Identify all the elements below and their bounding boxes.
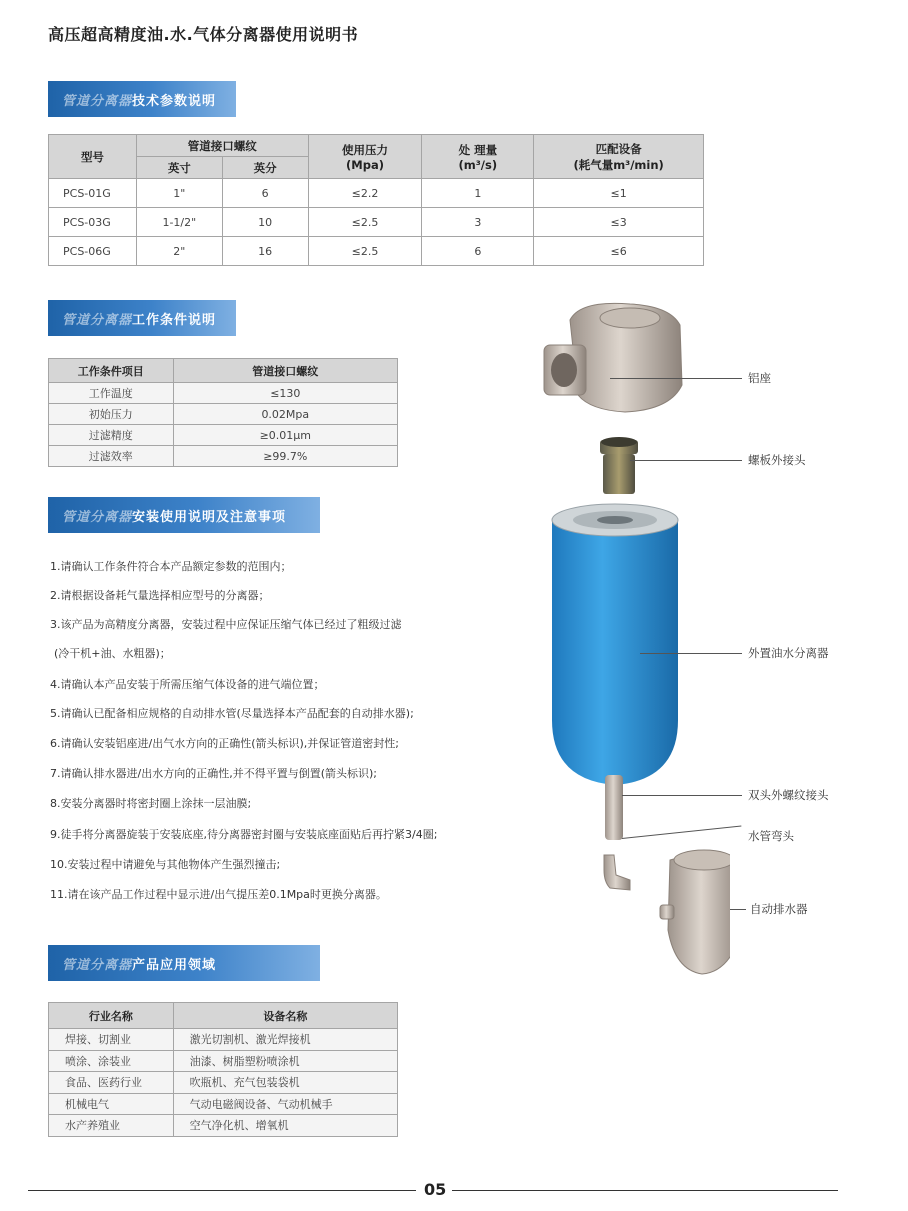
note-item: 5.请确认已配备相应规格的自动排水管(尽量选择本产品配套的自动排水器); [50, 707, 414, 720]
spec-cell-pressure: ≤2.5 [308, 237, 422, 266]
auto-drain [660, 850, 730, 974]
spec-cell-fen: 16 [222, 237, 308, 266]
section-banner-spec [48, 81, 236, 117]
spec-header-inch: 英寸 [136, 157, 222, 179]
spec-cell-equipment: ≤1 [534, 179, 704, 208]
label-double-thread: 双头外螺纹接头 [748, 788, 829, 802]
label-separator: 外置油水分离器 [748, 646, 829, 660]
spec-header-equipment-label: 匹配设备 [595, 141, 642, 156]
application-table [48, 1002, 398, 1137]
application-cell-industry: 机械电气 [49, 1093, 174, 1115]
spec-cell-equipment: ≤3 [534, 208, 704, 237]
label-connector: 螺板外接头 [748, 453, 806, 467]
conditions-cell-value: ≤130 [173, 383, 397, 404]
application-header-industry: 行业名称 [49, 1003, 174, 1029]
spec-cell-flow: 3 [422, 208, 534, 237]
spec-header-pressure-label: 使用压力 [341, 142, 388, 157]
spec-cell-equipment: ≤6 [534, 237, 704, 266]
table-row [49, 237, 704, 266]
spec-cell-pressure: ≤2.5 [308, 208, 422, 237]
spec-header-flow-unit: (m³/s) [458, 157, 498, 172]
table-row [49, 446, 398, 467]
page-number: 05 [424, 1180, 447, 1199]
spec-header-equipment [534, 135, 704, 179]
leader-line [622, 795, 742, 796]
note-item: 3.该产品为高精度分离器，安装过程中应保证压缩气体已经过了粗级过滤 [50, 618, 402, 631]
leader-line [640, 653, 742, 654]
spec-table [48, 134, 704, 266]
double-thread-pipe [605, 775, 623, 840]
spec-cell-inch: 1" [136, 179, 222, 208]
application-cell-equipment: 油漆、树脂塑粉喷涂机 [173, 1050, 397, 1072]
conditions-cell-value: 0.02Mpa [173, 404, 397, 425]
table-row [49, 1093, 398, 1115]
section-banner-application [48, 945, 320, 981]
label-elbow: 水管弯头 [748, 829, 794, 843]
banner-faded-text: 管道分离器 [62, 312, 133, 328]
brass-connector [600, 437, 638, 494]
application-cell-industry: 食品、医药行业 [49, 1072, 174, 1094]
table-row [49, 1115, 398, 1137]
banner-faded-text: 管道分离器 [62, 957, 133, 973]
spec-cell-model: PCS-06G [49, 237, 137, 266]
note-item: 8.安装分离器时将密封圈上涂抹一层油膜; [50, 797, 252, 810]
banner-faded-text: 管道分离器 [62, 93, 133, 109]
spec-cell-fen: 6 [222, 179, 308, 208]
spec-cell-pressure: ≤2.2 [308, 179, 422, 208]
leader-line [610, 378, 742, 379]
conditions-cell-value: ≥0.01μm [173, 425, 397, 446]
note-item: 11.请在该产品工作过程中显示进/出气提压差0.1Mpa时更换分离器。 [50, 888, 387, 901]
application-cell-industry: 焊接、切割业 [49, 1029, 174, 1051]
note-item: (冷干机+油、水粗器)； [54, 647, 171, 660]
spec-cell-model: PCS-01G [49, 179, 137, 208]
table-row [49, 425, 398, 446]
note-item: 7.请确认排水器进/出水方向的正确性,并不得平置与倒置(箭头标识); [50, 767, 377, 780]
application-cell-equipment: 空气净化机、增氧机 [173, 1115, 397, 1137]
banner-label: 产品应用领域 [132, 957, 217, 973]
banner-label: 安装使用说明及注意事项 [132, 509, 287, 525]
spec-header-thread: 管道接口螺纹 [136, 135, 308, 157]
product-exploded-illustration [530, 300, 730, 980]
banner-faded-text: 管道分离器 [62, 509, 133, 525]
table-row [49, 1072, 398, 1094]
table-row [49, 1050, 398, 1072]
spec-header-flow [422, 135, 534, 179]
spec-cell-model: PCS-03G [49, 208, 137, 237]
label-drain: 自动排水器 [750, 902, 808, 916]
note-item: 4.请确认本产品安装于所需压缩气体设备的进气端位置； [50, 678, 325, 691]
application-cell-equipment: 气动电磁阀设备、气动机械手 [173, 1093, 397, 1115]
note-item: 1.请确认工作条件符合本产品额定参数的范围内； [50, 560, 292, 573]
pipe-elbow [604, 855, 630, 890]
note-item: 6.请确认安装铝座进/出气水方向的正确性(箭头标识),并保证管道密封性; [50, 737, 399, 750]
spec-cell-flow: 6 [422, 237, 534, 266]
conditions-cell-item: 初始压力 [49, 404, 174, 425]
note-item: 10.安装过程中请避免与其他物体产生强烈撞击; [50, 858, 281, 871]
table-row [49, 179, 704, 208]
leader-line [730, 909, 746, 910]
table-row [49, 208, 704, 237]
spec-header-fen: 英分 [222, 157, 308, 179]
leader-line [630, 460, 742, 461]
application-header-equipment: 设备名称 [173, 1003, 397, 1029]
table-row [49, 1029, 398, 1051]
separator-body [552, 504, 678, 785]
note-item: 2.请根据设备耗气量选择相应型号的分离器； [50, 589, 270, 602]
spec-header-pressure-unit: (Mpa) [346, 157, 384, 172]
conditions-table [48, 358, 398, 467]
table-row [49, 404, 398, 425]
spec-cell-inch: 1-1/2" [136, 208, 222, 237]
conditions-cell-item: 过滤精度 [49, 425, 174, 446]
table-row [49, 383, 398, 404]
conditions-cell-item: 工作温度 [49, 383, 174, 404]
application-cell-equipment: 激光切割机、激光焊接机 [173, 1029, 397, 1051]
note-item: 9.徒手将分离器旋装于安装底座,待分离器密封圈与安装底座面贴后再拧紧3/4圈; [50, 828, 438, 841]
footer-rule-left [28, 1190, 416, 1191]
spec-cell-flow: 1 [422, 179, 534, 208]
conditions-cell-value: ≥99.7% [173, 446, 397, 467]
conditions-header-item: 工作条件项目 [49, 359, 174, 383]
spec-header-equipment-unit: (耗气量m³/min) [573, 157, 664, 172]
conditions-header-value: 管道接口螺纹 [173, 359, 397, 383]
page-title: 高压超高精度油.水.气体分离器使用说明书 [48, 25, 359, 44]
application-cell-equipment: 吹瓶机、充气包装袋机 [173, 1072, 397, 1094]
application-cell-industry: 水产养殖业 [49, 1115, 174, 1137]
spec-cell-fen: 10 [222, 208, 308, 237]
banner-label: 技术参数说明 [132, 93, 217, 109]
footer-rule-right [452, 1190, 838, 1191]
aluminum-base [544, 303, 682, 412]
spec-header-flow-label: 处 理量 [458, 142, 498, 157]
label-base: 铝座 [748, 371, 771, 385]
section-banner-install [48, 497, 320, 533]
spec-header-pressure [308, 135, 422, 179]
section-banner-conditions [48, 300, 236, 336]
application-cell-industry: 喷涂、涂装业 [49, 1050, 174, 1072]
spec-cell-inch: 2" [136, 237, 222, 266]
spec-header-model: 型号 [49, 135, 137, 179]
banner-label: 工作条件说明 [132, 312, 217, 328]
conditions-cell-item: 过滤效率 [49, 446, 174, 467]
